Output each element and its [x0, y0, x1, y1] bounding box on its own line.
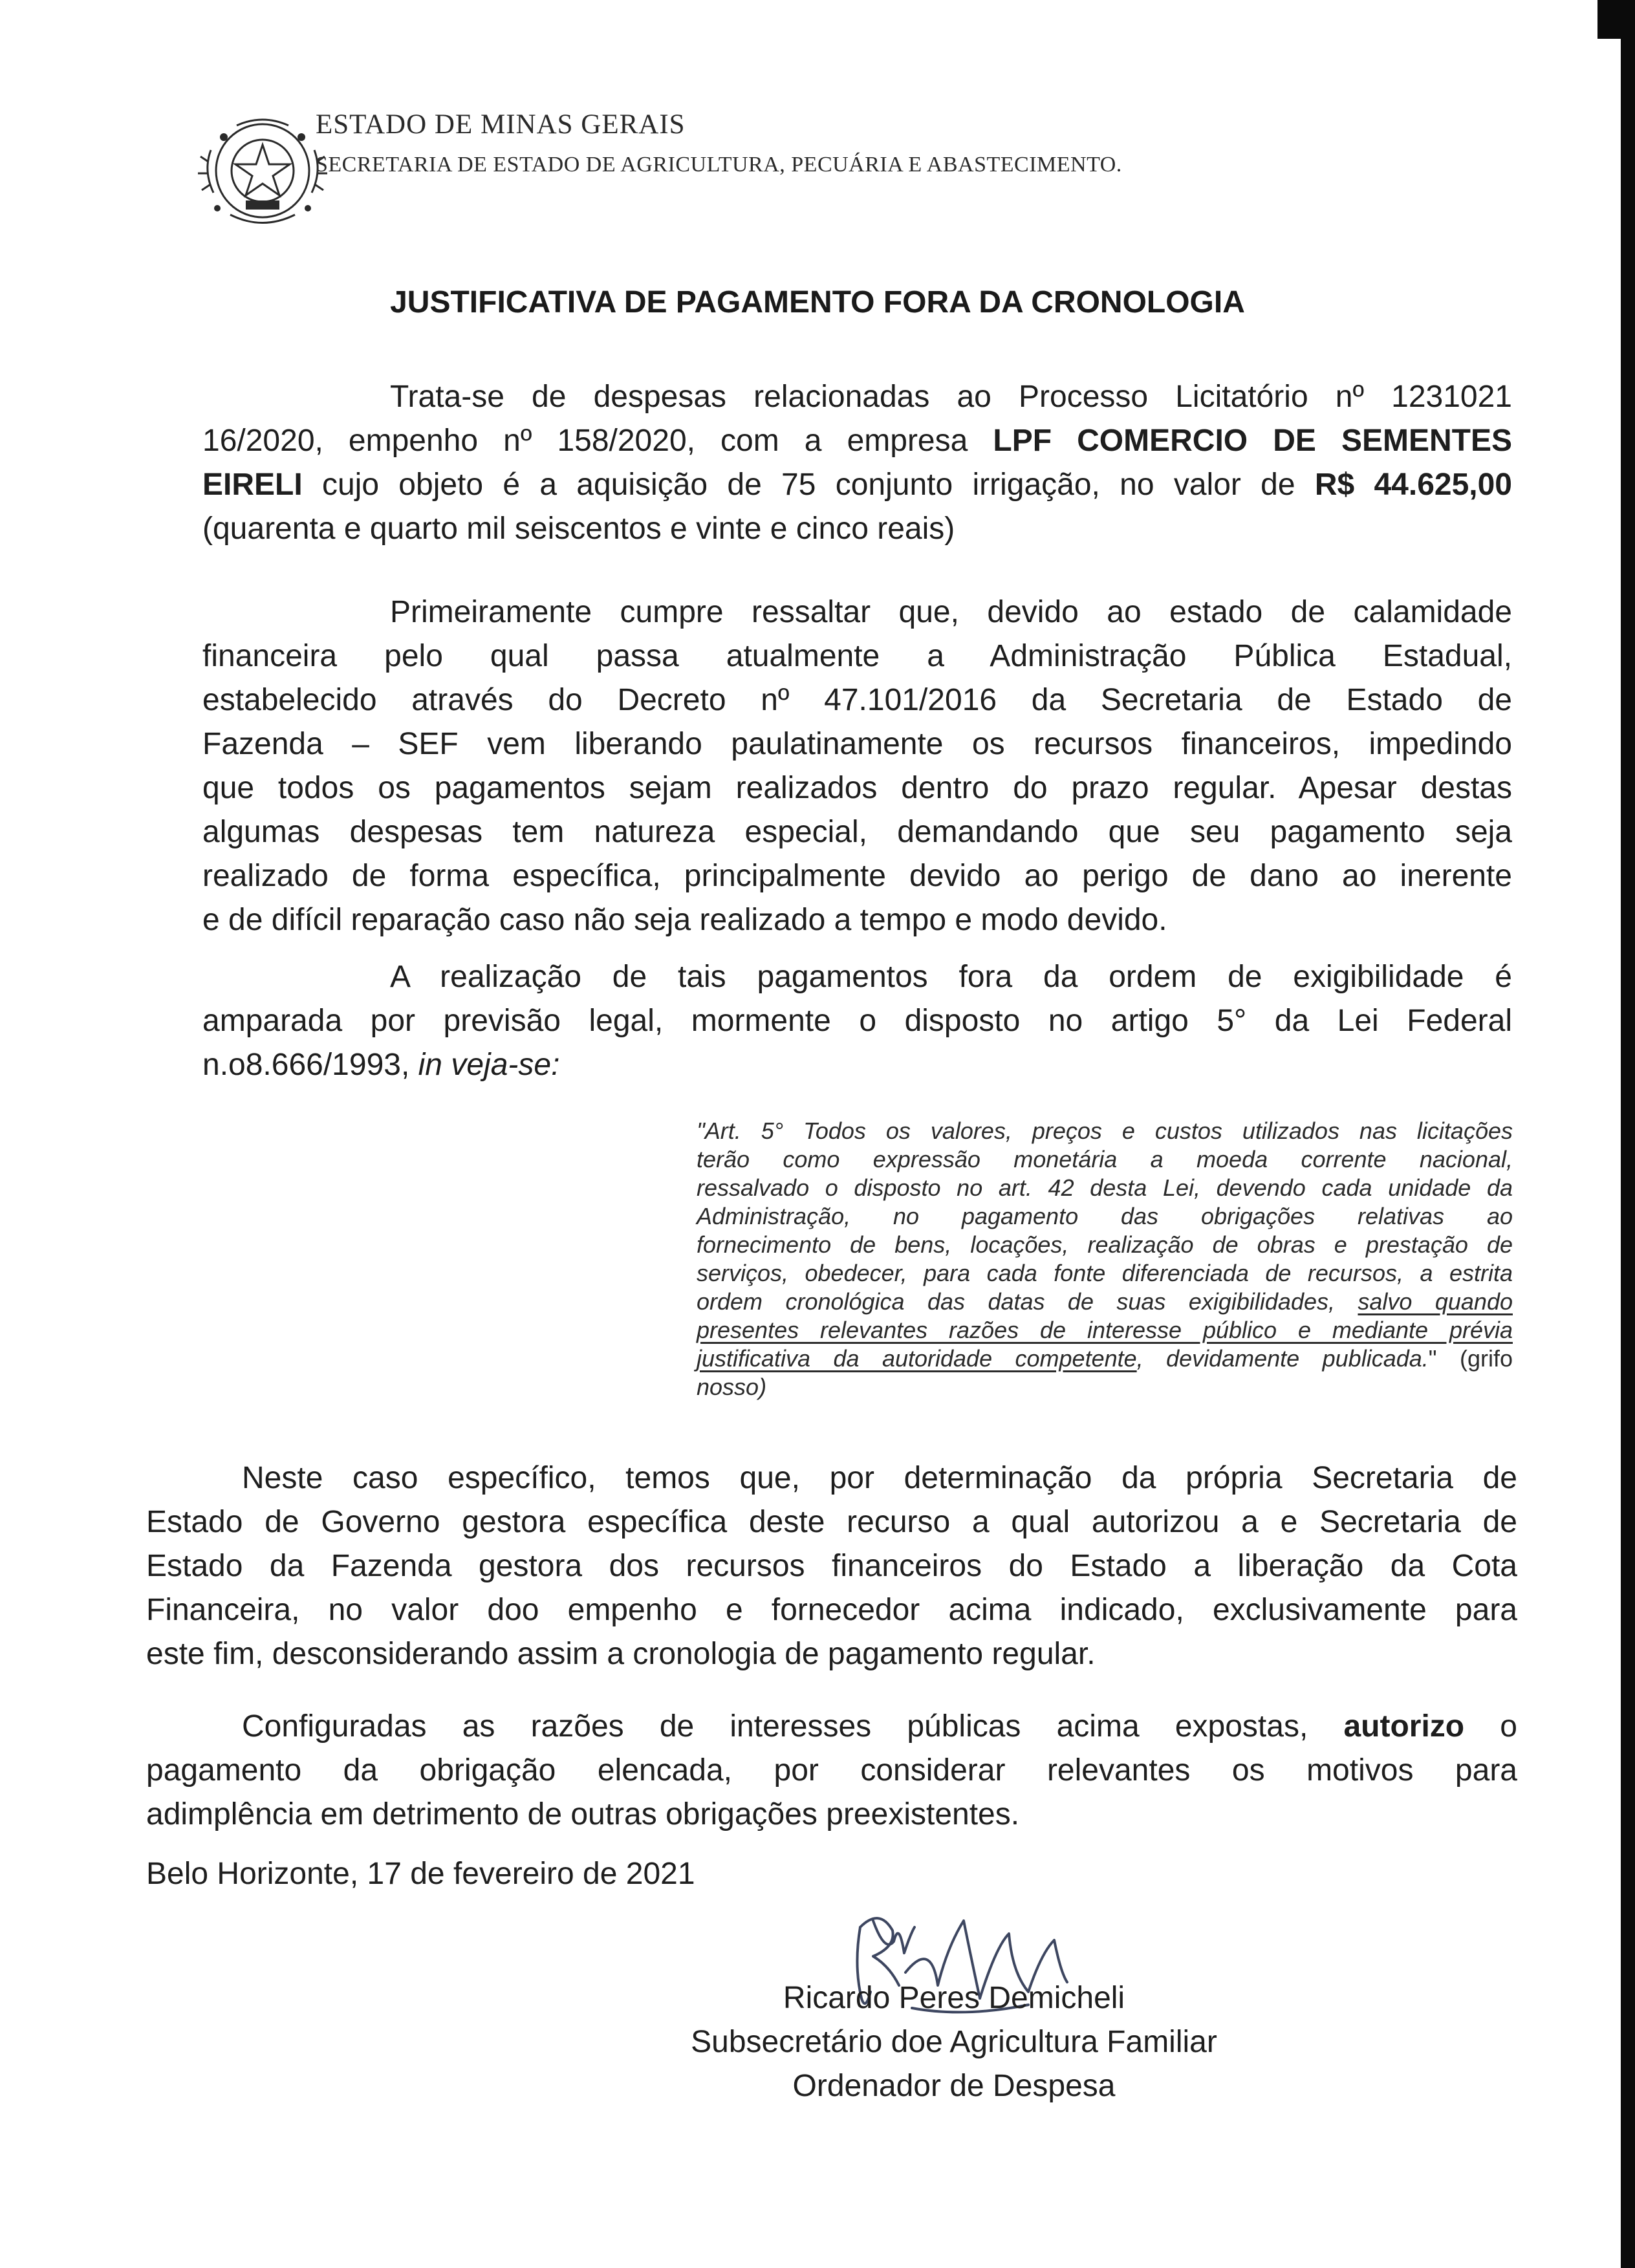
- handwritten-signature: [834, 1895, 1145, 2037]
- header-secretariat-name: SECRETARIA DE ESTADO DE AGRICULTURA, PECUÁRIA E ABASTECIMENTO.: [316, 153, 1122, 177]
- paragraph-line: e de difícil reparação caso não seja realizado a tempo e modo devido.: [202, 903, 1167, 937]
- quote-line: terão como expressão monetária a moeda corrente nacional,: [697, 1146, 1513, 1172]
- paragraph-line: Trata-se de despesas relacionadas ao Processo Licitatório nº 1231021: [390, 380, 1512, 414]
- underlined-text: salvo quando: [1358, 1288, 1513, 1315]
- paragraph-process-details: [202, 375, 1512, 551]
- paragraph-line: [146, 1705, 1517, 1749]
- paragraph-line: este fim, desconsiderando assim a cronologia de pagamento regular.: [146, 1637, 1096, 1671]
- legal-quote: [697, 1117, 1513, 1401]
- text-segment: n.o8.666/1993,: [202, 1048, 418, 1082]
- quote-line-underlined: presentes relevantes razões de interesse público e mediante prévia: [697, 1317, 1513, 1343]
- paragraph-legal-basis: [202, 955, 1512, 1087]
- scan-edge: [1621, 0, 1635, 2268]
- paragraph-line: (quarenta e quarto mil seiscentos e vinte e cinco reais): [202, 512, 955, 546]
- paragraph-line: que todos os pagamentos sejam realizados dentro do prazo regular. Apesar destas: [202, 771, 1512, 805]
- signatory-role: Subsecretário doe Agricultura Familiar: [691, 2025, 1217, 2059]
- quote-line: [697, 1288, 1513, 1316]
- paragraph-line: algumas despesas tem natureza especial, demandando que seu pagamento seja: [202, 815, 1512, 849]
- paragraph-line: Neste caso específico, temos que, por determinação da própria Secretaria de: [242, 1461, 1517, 1495]
- paragraph-line: pagamento da obrigação elencada, por considerar relevantes os motivos para: [146, 1753, 1517, 1787]
- paragraph-line: Financeira, no valor doo empenho e fornecedor acima indicado, exclusivamente para: [146, 1593, 1517, 1627]
- amount-value: R$ 44.625,00: [1314, 468, 1513, 502]
- paragraph-line: Primeiramente cumpre ressaltar que, devido ao estado de calamidade: [390, 595, 1512, 629]
- quote-line: ressalvado o disposto no art. 42 desta Lei, devendo cada unidade da: [697, 1174, 1513, 1201]
- document-title: JUSTIFICATIVA DE PAGAMENTO FORA DA CRONOLOGIA: [390, 285, 1245, 319]
- company-name-suffix: EIRELI: [202, 468, 303, 502]
- text-segment: ordem cronológica das datas de suas exigibilidades,: [697, 1288, 1358, 1315]
- text-segment: " (grifo: [1428, 1345, 1513, 1372]
- paragraph-line: Estado de Governo gestora específica deste recurso a qual autorizou a e Secretaria de: [146, 1505, 1517, 1539]
- signatory-name: Ricardo Peres Demicheli: [783, 1981, 1125, 2015]
- text-segment-italic: in veja-se:: [418, 1048, 560, 1082]
- paragraph-line: Fazenda – SEF vem liberando paulatinamente os recursos financeiros, impedindo: [202, 727, 1512, 761]
- scan-edge-corner: [1597, 0, 1635, 39]
- quote-line: "Art. 5° Todos os valores, preços e custos utilizados nas licitações: [697, 1118, 1513, 1144]
- paragraph-line: financeira pelo qual passa atualmente a Administração Pública Estadual,: [202, 639, 1512, 673]
- paragraph-specific-case: [146, 1456, 1517, 1676]
- paragraph-line: amparada por previsão legal, mormente o disposto no artigo 5° da Lei Federal: [202, 1004, 1512, 1038]
- paragraph-line: estabelecido através do Decreto nº 47.101/2016 da Secretaria de Estado de: [202, 683, 1512, 717]
- coat-of-arms-seal: [198, 111, 327, 234]
- paragraph-authorization: [146, 1705, 1517, 1837]
- text-segment: cujo objeto é a aquisição de 75 conjunto irrigação, no valor de: [302, 468, 1315, 502]
- quote-line: serviços, obedecer, para cada fonte diferenciada de recursos, a estrita: [697, 1260, 1513, 1286]
- text-segment: Configuradas as razões de interesses públicas acima expostas,: [242, 1709, 1344, 1744]
- paragraph-line: A realização de tais pagamentos fora da ordem de exigibilidade é: [390, 960, 1512, 994]
- quote-line: fornecimento de bens, locações, realização de obras e prestação de: [697, 1231, 1513, 1258]
- authorization-word: autorizo: [1343, 1709, 1465, 1744]
- paragraph-line: [202, 1043, 1512, 1087]
- paragraph-calamity-context: [202, 590, 1512, 942]
- paragraph-line: Estado da Fazenda gestora dos recursos financeiros do Estado a liberação da Cota: [146, 1549, 1517, 1583]
- company-name: LPF COMERCIO DE SEMENTES: [993, 424, 1513, 458]
- signatory-title: Ordenador de Despesa: [792, 2069, 1116, 2103]
- quote-line: [697, 1345, 1513, 1373]
- paragraph-line: adimplência em detrimento de outras obrigações preexistentes.: [146, 1797, 1020, 1831]
- header-state-name: ESTADO DE MINAS GERAIS: [316, 109, 686, 140]
- quote-line: nosso): [697, 1374, 767, 1400]
- underlined-text: justificativa da autoridade competente: [697, 1345, 1137, 1372]
- text-segment: , devidamente publicada.: [1136, 1345, 1429, 1372]
- paragraph-line: realizado de forma específica, principalmente devido ao perigo de dano ao inerente: [202, 859, 1512, 893]
- date-line: Belo Horizonte, 17 de fevereiro de 2021: [146, 1857, 695, 1891]
- text-segment: o: [1464, 1709, 1517, 1744]
- text-segment: 16/2020, empenho nº 158/2020, com a empresa: [202, 424, 993, 458]
- paragraph-line: [202, 463, 1512, 507]
- quote-line: Administração, no pagamento das obrigações relativas ao: [697, 1203, 1513, 1229]
- paragraph-line: [202, 419, 1512, 463]
